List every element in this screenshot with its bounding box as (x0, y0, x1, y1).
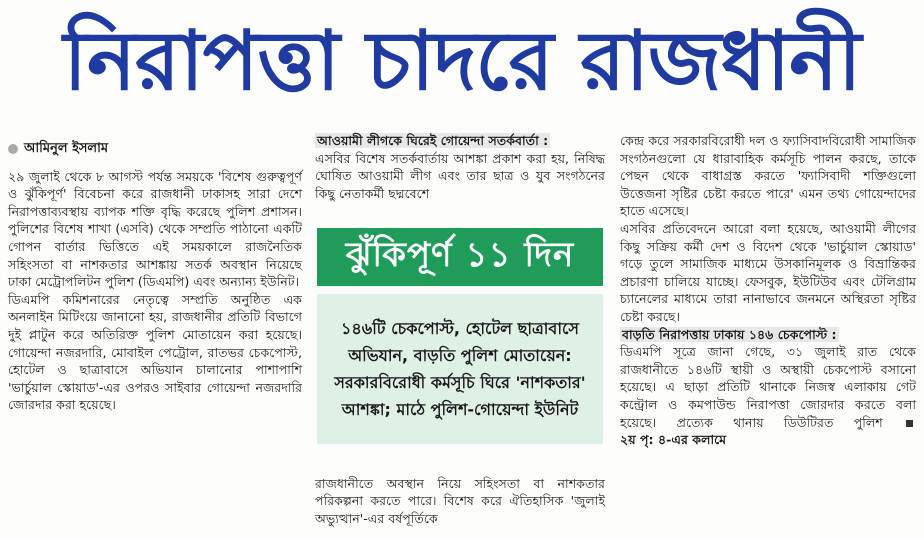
byline (8, 140, 302, 158)
deck-box: ১৪৬টি চেকপোস্ট, হোটেল ছাত্রাবাসে অভিযান, বাড়তি পুলিশ মোতায়েন: সরকারবিরোধী কর্মসূচি ঘিরে 'নাশকতার' আশঙ্কা; মাঠে পুলিশ-গোয়েন্দা ইউনিট (317, 294, 603, 444)
headline: নিরাপত্তা চাদরে রাজধানী (63, 14, 861, 109)
paragraph: এসবির বিশেষ সতর্কবার্তায় আশঙ্কা প্রকাশ করা হয়, নিষিদ্ধ ঘোষিত আওয়ামী লীগ এবং তার ছাত্র ও যুব সংগঠনের কিছু নেতাকর্মী ছদ্মবেশে (315, 150, 605, 201)
subheading-text: আওয়ামী লীগকে ঘিরেই গোয়েন্দা সতর্কবার্তা : (317, 133, 549, 148)
subheading-text: বাড়তি নিরাপত্তায় ঢাকায় ১৪৬ চেকপোস্ট : (622, 326, 837, 342)
paragraph: রাজধানীতে অবস্থান নিয়ে সহিংসতা বা নাশকতার পরিকল্পনা করতে পারে। বিশেষ করে ঐতিহাসিক 'জুলাই অভ্যুত্থান'-এর বর্ষপূর্তিকে (315, 475, 605, 526)
kicker-banner: ঝুঁকিপূর্ণ ১১ দিন (317, 228, 603, 286)
paragraph: কেন্দ্র করে সরকারবিরোধী দল ও ফ্যাসিবাদবিরোধী সামাজিক সংগঠনগুলো যে ধারাবাহিক কর্মসূচি পালন করছে, তাকে পেছন থেকে বাধাগ্রস্ত করতে 'ফ্যাসিবাদী শক্তিগুলো উত্তেজনা সৃষ্টির চেষ্টা করতে পারে' এমন তথ্য গোয়েন্দাদের হাতে এসেছে। (620, 133, 916, 219)
subheading (620, 326, 916, 344)
paragraph-text: ডিএমপি সূত্রে জানা গেছে, ৩১ জুলাই রাত থেকে রাজধানীতে ১৪৬টি স্থায়ী ও অস্থায়ী চেকপোস্ট বসানো হয়েছে। এ ছাড়া প্রতিটি থানাকে নিজস্ব এলাকায় গেট কন্ট্রোল ও কমপাউন্ড নিরাপত্তা জোরদার করতে বলা হয়েছে। প্রত্যেক থানায় ডিউটিরত পুলিশ (620, 344, 916, 430)
paragraph: এসবির প্রতিবেদনে আরো বলা হয়েছে, আওয়ামী লীগের কিছু সক্রিয় কর্মী দেশ ও বিদেশ থেকে 'ভার্চুয়াল স্কোয়াড' গড়ে তুলে সামাজিক মাধ্যমে উসকানিমূলক ও বিভ্রান্তিকর প্রচারণা চালিয়ে যাচ্ছে। ফেসবুক, ইউটিউব এবং টেলিগ্রাম চ্যানেলের মাধ্যমে তারা নানাভাবে জনমনে অস্থিরতা সৃষ্টির চেষ্টা করছে। (620, 220, 916, 324)
bullet-icon (8, 144, 18, 154)
column-3 (620, 132, 916, 449)
column-2-continued (315, 462, 605, 540)
subheading (315, 132, 605, 150)
column-1 (8, 132, 302, 414)
paragraph: ডিএমপি কমিশনারের নেতৃত্বে সম্প্রতি অনুষ্ঠিত এক অনলাইন মিটিংয়ে জানানো হয়, রাজধানীর প্রতিটি বিভাগে দুই প্লাটুন করে অতিরিক্ত পুলিশ মোতায়েন করা হয়েছে। গোয়েন্দা নজরদারি, মোবাইল পেট্রোল, রাতভর চেকপোস্ট, হোটেল ও ছাত্রাবাসে অভিযান চালানোর পাশাপাশি 'ভার্চুয়াল স্কোয়াড'-এর ওপরও সাইবার গোয়েন্দা নজরদারি জোরদার করা হয়েছে। (8, 291, 302, 413)
square-icon (906, 420, 913, 427)
paragraph: ২৯ জুলাই থেকে ৮ আগস্ট পর্যন্ত সময়কে 'বিশেষ গুরুত্বপূর্ণ ও ঝুঁকিপূর্ণ' বিবেচনা করে রাজধানী ঢাকাসহ সারা দেশে নিরাপত্তাব্যবস্থায় ব্যাপক শক্তি বৃদ্ধি করেছে পুলিশ প্রশাসন। পুলিশের বিশেষ শাখা (এসবি) থেকে সম্প্রতি পাঠানো একটি গোপন বার্তার ভিত্তিতে এই সময়কালে রাজনৈতিক সহিংসতা বা নাশকতার আশঙ্কায় সতর্ক অবস্থান নিয়েছে ঢাকা মেট্রোপলিটন পুলিশ (ডিএমপি) এবং অন্যান্য ইউনিট। (8, 168, 302, 290)
column-2 (315, 132, 605, 202)
byline-text: আমিনুল ইসলাম (24, 141, 109, 156)
paragraph (620, 343, 916, 449)
continuation-link[interactable]: ২য় পৃ: ৪-এর কলামে (620, 432, 727, 448)
